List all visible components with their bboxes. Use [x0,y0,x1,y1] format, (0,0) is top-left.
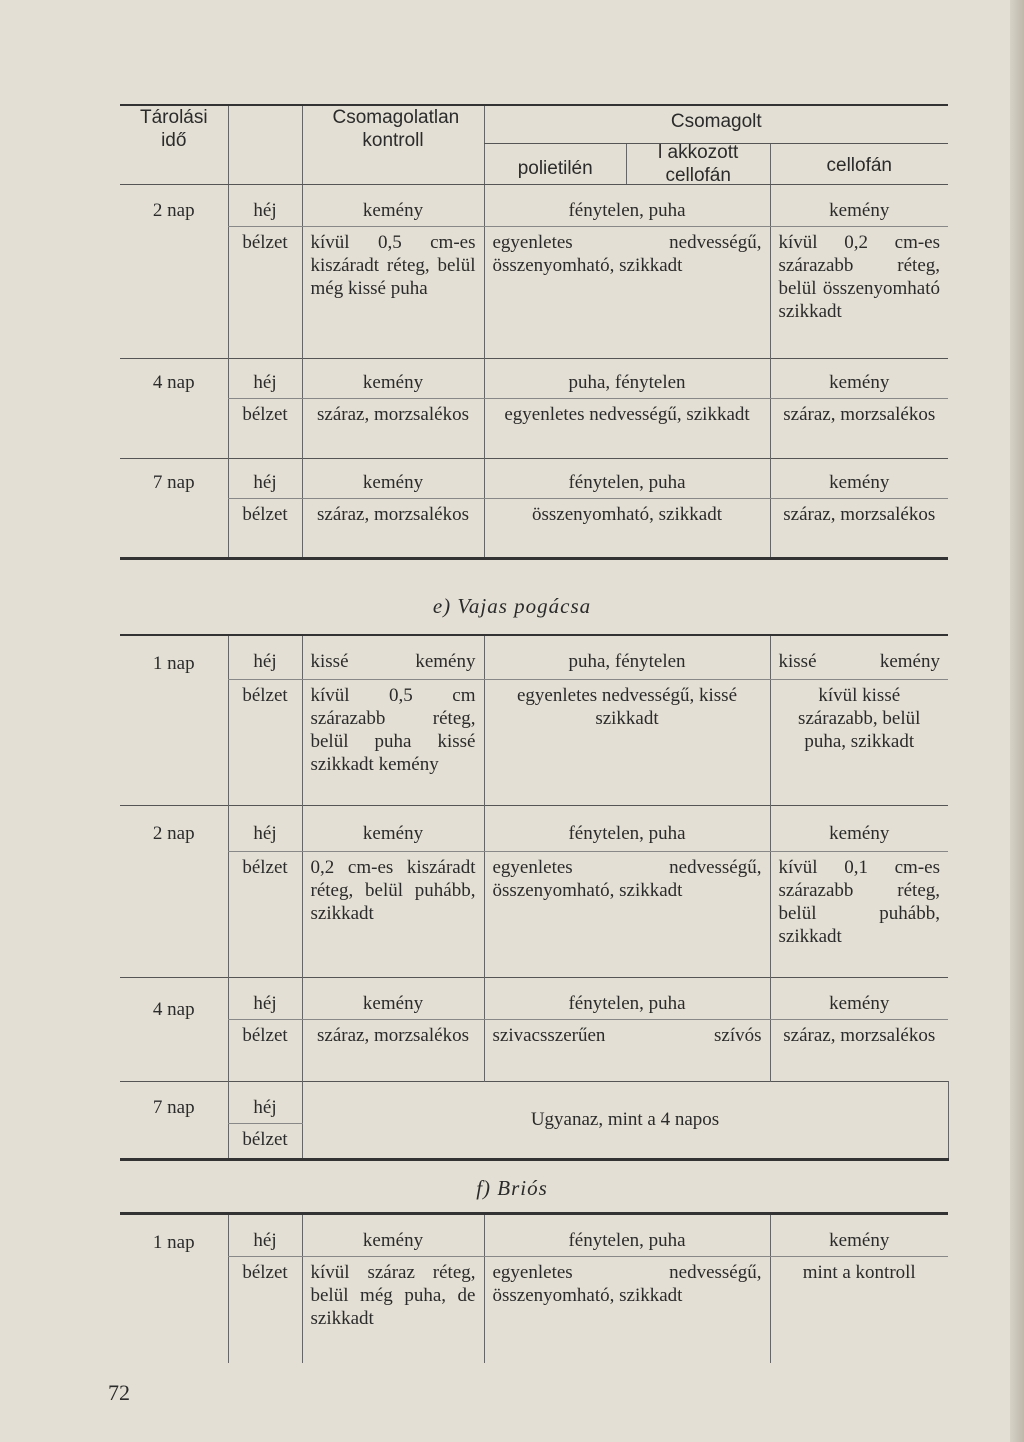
time-cell: 4 nap [120,358,228,458]
header-lacquered: l akkozott cellofán [626,143,770,184]
crumb-cellophane: száraz, morzsalékos [770,1019,948,1081]
crumb-label: bélzet [228,679,302,805]
crust-polyethylene: fénytelen, puha [484,977,770,1019]
crust-label: héj [228,184,302,226]
crumb-label: bélzet [228,1019,302,1081]
header-polyethylene: polietilén [517,158,593,179]
storage-table-1 [120,104,948,560]
header-cellophane: cellofán [770,143,948,184]
crumb-uncontrolled: száraz, morzsalékos [302,398,484,458]
crust-uncontrolled: kemény [302,977,484,1019]
crust-uncontrolled: kemény [302,1214,484,1257]
crust-label: héj [228,977,302,1019]
storage-table-2 [120,634,949,1161]
crumb-cellophane: száraz, morzsalékos [770,498,948,558]
crust-cellophane: kemény [770,184,948,226]
crumb-cellophane: kívül 0,2 cm-es szárazabb réteg, belül összenyomható szikkadt [770,226,948,358]
header-polyethylene-lacquered [484,143,770,184]
crumb-cellophane: kívül 0,1 cm-es szárazabb réteg, belül puhább, szikkadt [770,851,948,977]
crumb-uncontrolled: kívül 0,5 cm-es kiszáradt réteg, belül még kissé puha [302,226,484,358]
crumb-uncontrolled: száraz, morzsalékos [302,498,484,558]
time-cell: 4 nap [120,977,228,1081]
crust-label: héj [228,458,302,498]
crumb-polyethylene: egyenletes nedvességű, kissé szikkadt [484,679,770,805]
crust-uncontrolled: kemény [302,458,484,498]
crust-polyethylene: fénytelen, puha [484,1214,770,1257]
crust-polyethylene: fénytelen, puha [484,805,770,851]
crumb-polyethylene: szivacsszerűen szívós [484,1019,770,1081]
crust-cellophane: kemény [770,358,948,398]
crust-polyethylene: fénytelen, puha [484,458,770,498]
crumb-polyethylene: egyenletes nedvességű, összenyomható, szikkadt [484,226,770,358]
crumb-uncontrolled: kívül száraz réteg, belül még puha, de szikkadt [302,1257,484,1363]
crust-label: héj [228,635,302,679]
crust-label: héj [228,358,302,398]
same-as-4-day: Ugyanaz, mint a 4 napos [302,1081,948,1159]
crumb-label: bélzet [228,851,302,977]
section-title-e: e) Vajas pogácsa [432,594,592,618]
time-cell: 1 nap [152,653,195,674]
storage-table-3 [120,1212,948,1363]
crumb-uncontrolled: száraz, morzsalékos [302,1019,484,1081]
crumb-label: bélzet [228,498,302,558]
crust-cellophane: kemény [770,977,948,1019]
crumb-uncontrolled: kívül 0,5 cm szárazabb réteg, belül puha kissé szikkadt kemény [302,679,484,805]
crumb-polyethylene: egyenletes nedvességű, összenyomható, szikkadt [484,1257,770,1363]
crust-label: héj [228,805,302,851]
crumb-cellophane: mint a kontroll [770,1257,948,1363]
time-cell: 7 nap [120,458,228,558]
crust-label: héj [228,1214,302,1257]
crumb-cellophane: száraz, morzsalékos [770,398,948,458]
header-blank [228,105,302,184]
header-packaged: Csomagolt [484,105,948,143]
crumb-polyethylene: egyenletes nedvességű, összenyomható, szikkadt [484,851,770,977]
crust-cellophane: kemény [770,1214,948,1257]
time-cell: 2 nap [120,805,228,977]
header-storage-time: Tárolási idő [120,105,228,184]
crumb-label: bélzet [228,226,302,358]
crust-label: héj [228,1081,302,1123]
crumb-uncontrolled: 0,2 cm-es kiszáradt réteg, belül puhább, szikkadt [302,851,484,977]
crumb-cellophane: kívül kissé szárazabb, belül puha, szikkadt [770,679,948,805]
crust-uncontrolled: kemény [302,805,484,851]
crust-uncontrolled: kemény [302,358,484,398]
header-uncontrolled: Csomagolatlan kontroll [302,105,484,184]
page-number: 72 [108,1380,130,1405]
crumb-polyethylene: összenyomható, szikkadt [484,498,770,558]
crumb-polyethylene: egyenletes nedvességű, szikkadt [484,398,770,458]
page-edge [1010,0,1024,1442]
crumb-label: bélzet [228,1123,302,1159]
crust-cellophane: kemény [770,805,948,851]
time-cell: 7 nap [120,1081,228,1159]
crust-polyethylene: puha, fénytelen [484,358,770,398]
section-title-f: f) Briós [476,1176,548,1200]
crust-polyethylene: fénytelen, puha [484,184,770,226]
crust-cellophane: kemény [770,458,948,498]
crust-cellophane: kissé kemény [770,635,948,679]
crust-polyethylene: puha, fénytelen [484,635,770,679]
time-cell: 2 nap [152,199,195,221]
crumb-label: bélzet [228,1257,302,1363]
crust-uncontrolled: kissé kemény [302,635,484,679]
crumb-label: bélzet [228,398,302,458]
time-cell: 1 nap [152,1232,195,1253]
crust-uncontrolled: kemény [302,184,484,226]
